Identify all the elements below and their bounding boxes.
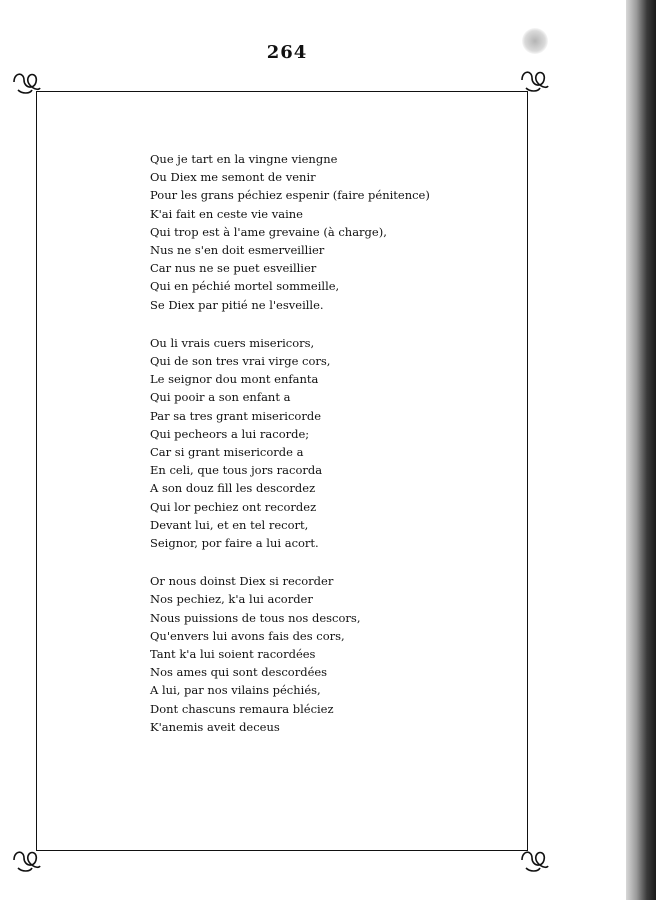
poem-line: Que je tart en la vingne viengne bbox=[150, 152, 338, 166]
poem-line: En celi, que tous jors racorda bbox=[150, 463, 323, 478]
poem-line: Qui pooir a son enfant a bbox=[150, 390, 291, 405]
poem-line: Nus ne s'en doit esmerveillier bbox=[150, 243, 325, 258]
poem-line: Nos ames qui sont descordées bbox=[150, 665, 328, 680]
flourish-ornament-icon bbox=[518, 66, 552, 94]
poem-line: Qui lor pechiez ont recordez bbox=[150, 499, 317, 514]
poem-line: Qui en péchié mortel sommeille, bbox=[150, 279, 340, 294]
poem-line: Qui trop est à l'ame grevaine (à charge), bbox=[150, 224, 387, 239]
poem-line: Se Diex par pitié ne l'esveille. bbox=[150, 297, 324, 312]
poem-line: Seignor, por faire a lui acort. bbox=[150, 536, 319, 551]
poem-line: Qu'envers lui avons fais des cors, bbox=[150, 628, 345, 643]
poem-line: Nous puissions de tous nos descors, bbox=[150, 610, 361, 625]
poem-line: Nos pechiez, k'a lui acorder bbox=[150, 592, 313, 607]
poem-line: Devant lui, et en tel recort, bbox=[150, 517, 309, 532]
stanza-3 bbox=[150, 572, 470, 736]
stanza-2 bbox=[150, 334, 470, 552]
poem-line: Par sa tres grant misericorde bbox=[150, 408, 322, 423]
page-number: 264 bbox=[266, 42, 308, 63]
poem-line: A lui, par nos vilains péchiés, bbox=[150, 683, 321, 698]
poem-line: Dont chascuns remaura bléciez bbox=[150, 701, 334, 716]
poem-line: Tant k'a lui soient racordées bbox=[150, 647, 316, 662]
poem-line: K'ai fait en ceste vie vaine bbox=[150, 206, 303, 221]
poem-line: Qui pecheors a lui racorde; bbox=[150, 426, 310, 441]
stanza-1 bbox=[150, 150, 470, 314]
poem-line: Le seignor dou mont enfanta bbox=[150, 372, 319, 387]
poem-text bbox=[150, 150, 470, 756]
poem-line: Or nous doinst Diex si recorder bbox=[150, 574, 334, 589]
poem-line: Car si grant misericorde a bbox=[150, 445, 304, 460]
poem-line: Qui de son tres vrai virge cors, bbox=[150, 354, 331, 369]
poem-line: Ou li vrais cuers misericors, bbox=[150, 335, 315, 350]
poem-line: Pour les grans péchiez espenir (faire pénitence) bbox=[150, 188, 430, 203]
page-binding-shadow bbox=[626, 0, 656, 900]
poem-line: Car nus ne se puet esveillier bbox=[150, 261, 317, 276]
poem-line: K'anemis aveit deceus bbox=[150, 719, 280, 734]
poem-line: Ou Diex me semont de venir bbox=[150, 170, 316, 185]
poem-line: A son douz fill les descordez bbox=[150, 481, 316, 496]
